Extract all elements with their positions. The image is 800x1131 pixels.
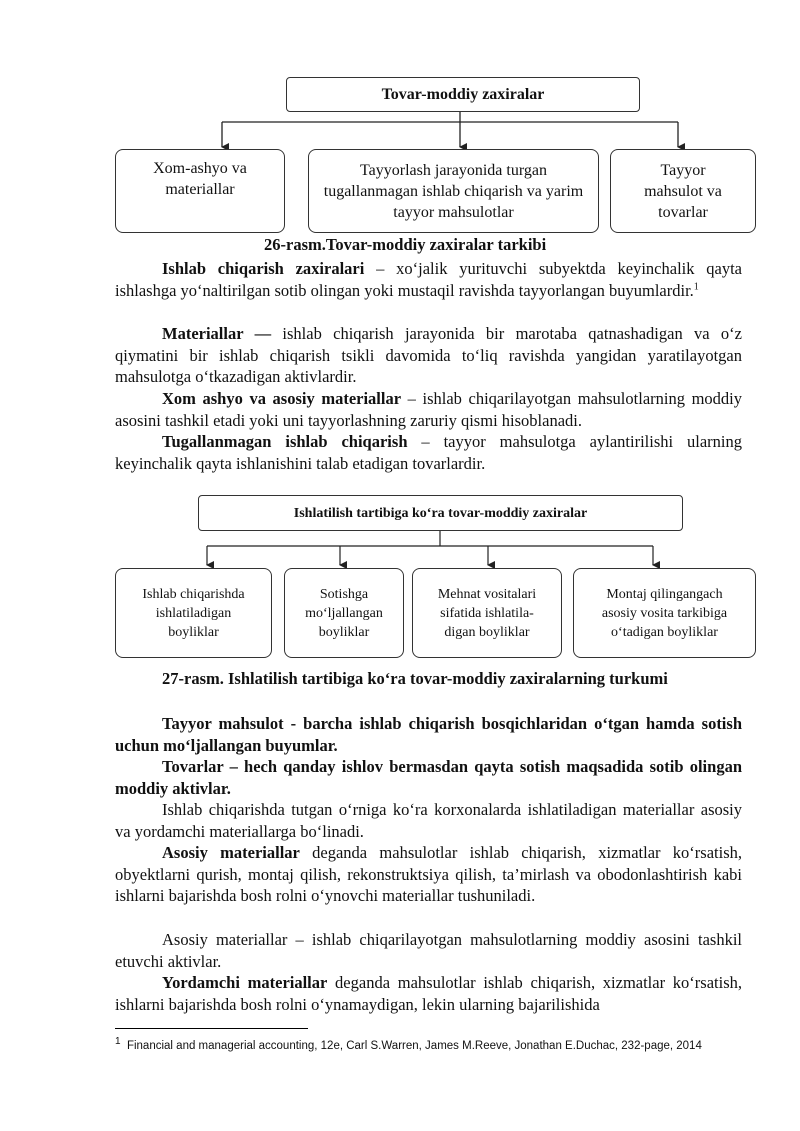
term: Yordamchi materiallar — [162, 973, 328, 992]
paragraph-materials — [115, 323, 742, 388]
diagram1-box-raw-materials — [115, 149, 285, 233]
diagram2-box-production-use — [115, 568, 272, 658]
footnote-ref: 1 — [693, 281, 699, 292]
term: Ishlab chiqarish zaxiralari — [162, 259, 365, 278]
diagram2-title: Ishlatilish tartibiga ko‘ra tovar-moddiy zaxiralar — [293, 505, 588, 521]
diagram1-box-label: Tayyor mahsulot va tovarlar — [644, 161, 722, 221]
footnote-rule — [115, 1028, 308, 1029]
paragraph-production-reserves — [115, 258, 742, 301]
diagram1-title: Tovar-moddiy zaxiralar — [381, 86, 545, 103]
paragraph-goods: Tovarlar – hech qanday ishlov bermasdan qayta sotish maqsadida sotib olingan moddiy aktivlar. — [115, 757, 742, 798]
term: Asosiy materiallar — [162, 843, 300, 862]
diagram2-box-label: Sotishga mo‘ljallangan boyliklar — [305, 586, 383, 640]
definition: ishlab chiqarish jarayonida bir marotaba qatnashadigan va o‘z qiymatini bir ishlab chiqarish tsikli davomida to‘liq ravishda yangidan yaratilayotgan mahsulotga o‘tkazadigan aktivlardir. — [115, 324, 742, 386]
diagram2-box-label: Mehnat vositalari sifatida ishlatila-digan boyliklar — [437, 586, 537, 640]
paragraph-work-in-progress — [115, 431, 742, 474]
footnote-text: Financial and managerial accounting, 12e, Carl S.Warren, James M.Reeve, Jonathan E.Duchac, 232-page, 2014 — [126, 1040, 702, 1052]
definition: – xo‘jalik yurituvchi subyektda keyinchalik qayta ishlashga yo‘naltirilgan sotib olingan yoki mustaqil ravishda tayyorlangan buyumlardir. — [115, 259, 742, 300]
figure-caption-26: 26-rasm.Tovar-moddiy zaxiralar tarkibi — [264, 235, 547, 254]
definition: – tayyor mahsulotga aylantirilishi ularning keyinchalik qayta ishlanishini talab etadigan tovarlardir. — [115, 432, 742, 473]
paragraph-main-materials-short: Asosiy materiallar – ishlab chiqarilayotgan mahsulotlarning moddiy asosini tashkil etuvchi aktivlar. — [115, 930, 742, 971]
paragraph-main-materials — [115, 842, 742, 907]
diagram1-box-work-in-progress — [308, 149, 599, 233]
diagram2-box-fixed-assets — [573, 568, 756, 658]
diagram2-box-label: Ishlab chiqarishda ishlatiladigan boyliklar — [142, 586, 245, 640]
diagram2-box-labor-tools — [412, 568, 562, 658]
definition: deganda mahsulotlar ishlab chiqarish, xizmatlar ko‘rsatish, obyektlarni qurish, montaj qilish, rekonstruktsiya qilish, ta’mirlash va obodonlashtirish kabi ishlarni bajarishda bosh rolni o‘ynovchi materiallar tushuniladi. — [115, 843, 743, 905]
paragraph-finished-product: Tayyor mahsulot - barcha ishlab chiqarish bosqichlaridan o‘tgan hamda sotish uchun mo‘ljallangan buyumlar. — [115, 714, 742, 755]
diagram1-box-label: Xom-ashyo va materiallar — [153, 160, 247, 198]
diagram2-box-for-sale — [284, 568, 404, 658]
diagram1-box-finished-goods — [610, 149, 756, 233]
term: Materiallar — — [162, 324, 272, 343]
paragraph-raw-materials — [115, 388, 742, 431]
diagram2-box-label: Montaj qilingangach asosiy vosita tarkibiga o‘tadigan boyliklar — [601, 586, 728, 640]
figure-caption-27: 27-rasm. Ishlatilish tartibiga ko‘ra tovar-moddiy zaxiralarning turkumi — [162, 669, 668, 688]
definition: deganda mahsulotlar ishlab chiqarish, xizmatlar ko‘rsatish, ishlarni bajarishda bosh rolni o‘ynamaydigan, lekin ularning bajarilishida — [115, 973, 742, 1014]
diagram2-title-box — [198, 495, 683, 531]
term: Xom ashyo va asosiy materiallar — [162, 389, 402, 408]
diagram1-title-box — [286, 77, 640, 112]
definition: – ishlab chiqarilayotgan mahsulotlarning moddiy asosini tashkil etadi yoki uni tayyorlashning zaruriy qismi hisoblanadi. — [115, 389, 742, 430]
footnote-number: 1 — [115, 1036, 121, 1048]
diagram1-box-label: Tayyorlash jarayonida turgan tugallanmagan ishlab chiqarish va yarim tayyor mahsulotlar — [323, 161, 584, 221]
footnote — [115, 1036, 702, 1052]
term: Tugallanmagan ishlab chiqarish — [162, 432, 408, 451]
paragraph-auxiliary-materials — [115, 972, 742, 1015]
paragraph-material-classification: Ishlab chiqarishda tutgan o‘rniga ko‘ra korxonalarda ishlatiladigan materiallar asosiy va yordamchi materiallarga bo‘linadi. — [115, 800, 742, 841]
